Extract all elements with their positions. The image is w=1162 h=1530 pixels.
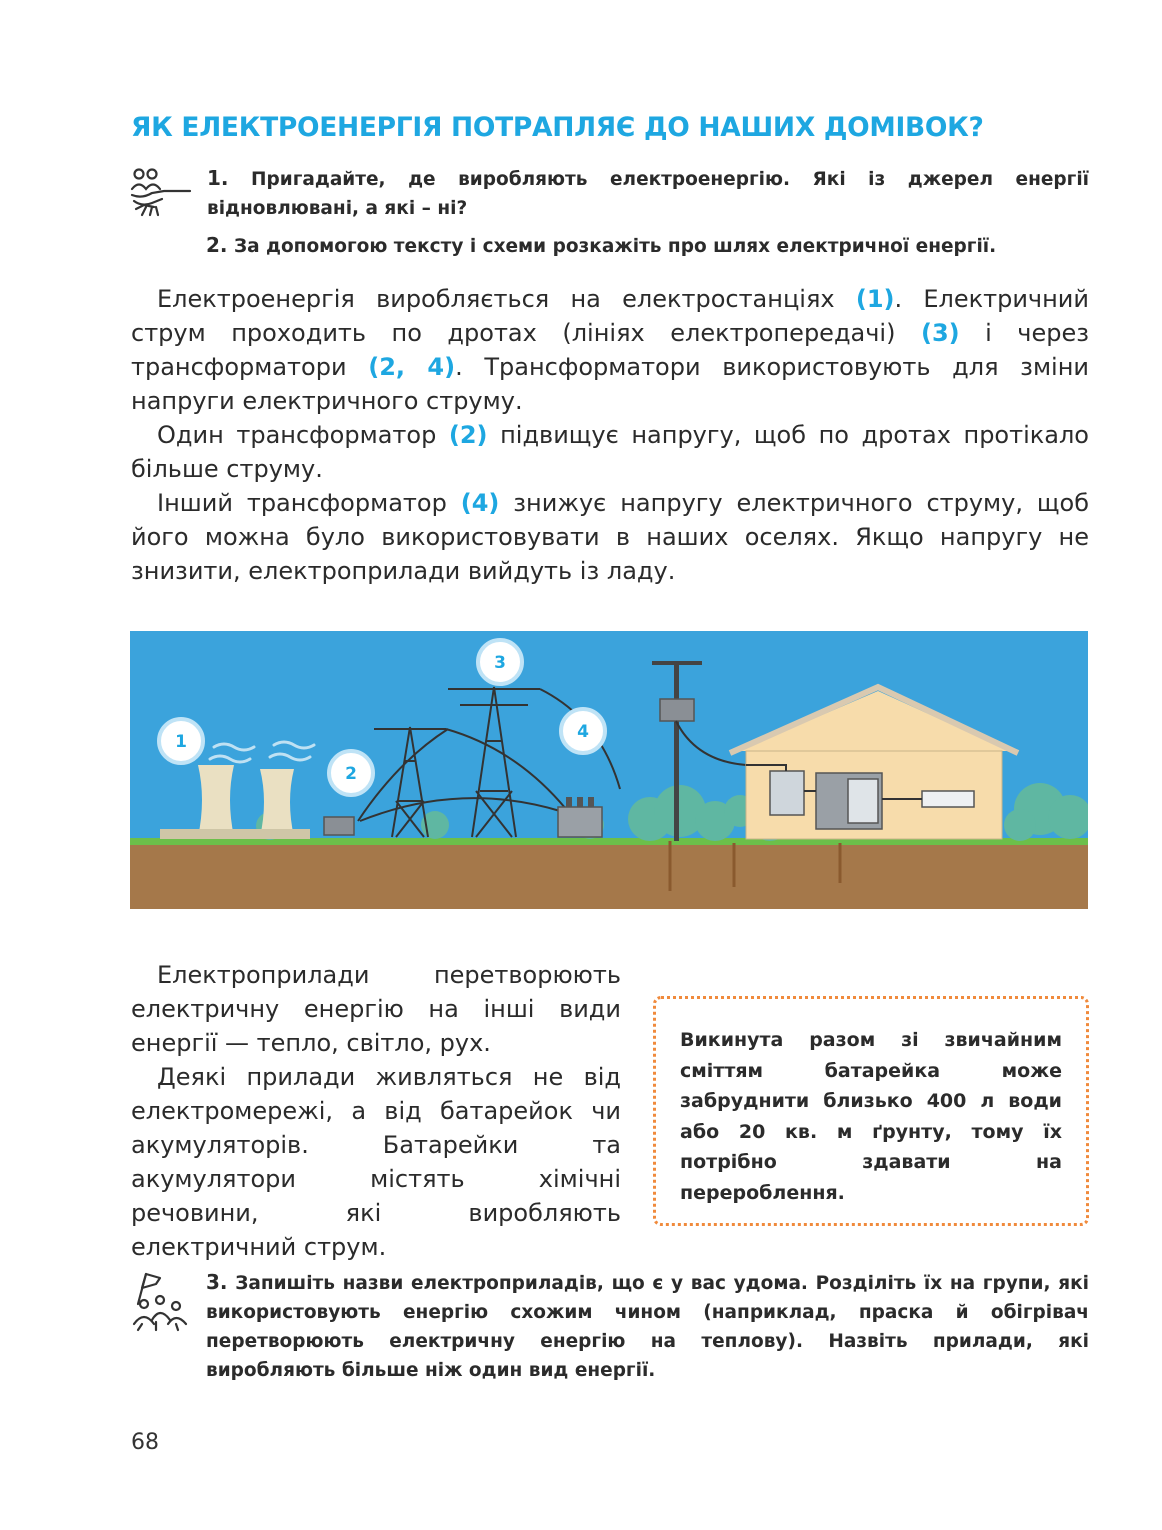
svg-text:4: 4 <box>577 722 589 742</box>
group-discussion-icon <box>128 165 194 231</box>
ref-2: (2) <box>448 421 488 449</box>
fact-box <box>653 996 1089 1226</box>
ref-3: (3) <box>920 319 960 347</box>
svg-text:1: 1 <box>175 732 187 752</box>
left-column-text <box>131 958 621 1264</box>
svg-text:3: 3 <box>494 653 506 673</box>
question-3-text: Запишіть назви електроприладів, що є у вас удома. Розділіть їх на групи, які використовують енергію схожим чином (наприклад, праска й обігрівач перетворюють електричну енергію на теплову). Назвіть прилади, які виробляють більше ніж один вид енергії. <box>206 1273 1089 1381</box>
question-1-text: Пригадайте, де виробляють електроенергію. Які із джерел енергії відновлювані, а які – ні? <box>207 169 1090 219</box>
question-1-number: 1. <box>207 166 229 190</box>
page-number: 68 <box>131 1430 159 1455</box>
main-text <box>131 282 1089 588</box>
group-activity-icon <box>126 1268 192 1334</box>
paragraph-batteries: Деякі прилади живляться не від електромережі, а від батарейок чи акумуляторів. Батарейки та акумулятори містять хімічні речовини, які виробляють електричний струм. <box>131 1063 621 1261</box>
question-3-number: 3. <box>206 1270 228 1294</box>
badge-2 <box>329 751 373 795</box>
page-title: ЯК ЕЛЕКТРОЕНЕРГІЯ ПОТРАПЛЯЄ ДО НАШИХ ДОМІВОК? <box>131 112 984 143</box>
paragraph-appliances: Електроприлади перетворюють електричну енергію на інші види енергії — тепло, світло, рух. <box>131 961 621 1057</box>
question-1 <box>207 164 1089 223</box>
ref-2-4: (2, 4) <box>368 353 456 381</box>
paragraph-generation: Електроенергія виробляється на електростанціях (1). Електричний струм проходить по дротах (лініях електропередачі) (3) і через трансформатори (2, 4). Трансформатори використовують для зміни напруги електричного струму. <box>131 285 1090 415</box>
fact-box-text: Викинута разом зі звичайним сміттям батарейка може забруднити близько 400 л води або 20 кв. м ґрунту, тому їх потрібно здавати на перероблення. <box>680 1029 1062 1204</box>
badge-1 <box>159 719 203 763</box>
question-2-text: За допомогою тексту і схеми розкажіть про шлях електричної енергії. <box>233 236 997 257</box>
question-2 <box>206 231 1091 261</box>
power-grid-illustration <box>130 631 1088 909</box>
step-up-transformer <box>324 817 354 835</box>
ref-4: (4) <box>460 489 500 517</box>
badge-3 <box>478 640 522 684</box>
svg-text:2: 2 <box>345 764 357 784</box>
question-2-number: 2. <box>206 233 228 257</box>
question-3 <box>206 1268 1089 1385</box>
ref-1: (1) <box>855 285 895 313</box>
paragraph-step-up: Один трансформатор (2) підвищує напругу, щоб по дротах протікало більше струму. <box>131 421 1089 483</box>
badge-4 <box>561 709 605 753</box>
paragraph-step-down: Інший трансформатор (4) знижує напругу електричного струму, щоб його можна було використовувати в наших оселях. Якщо напругу не знизити, електроприлади вийдуть із ладу. <box>131 489 1089 585</box>
ground <box>130 845 1088 909</box>
